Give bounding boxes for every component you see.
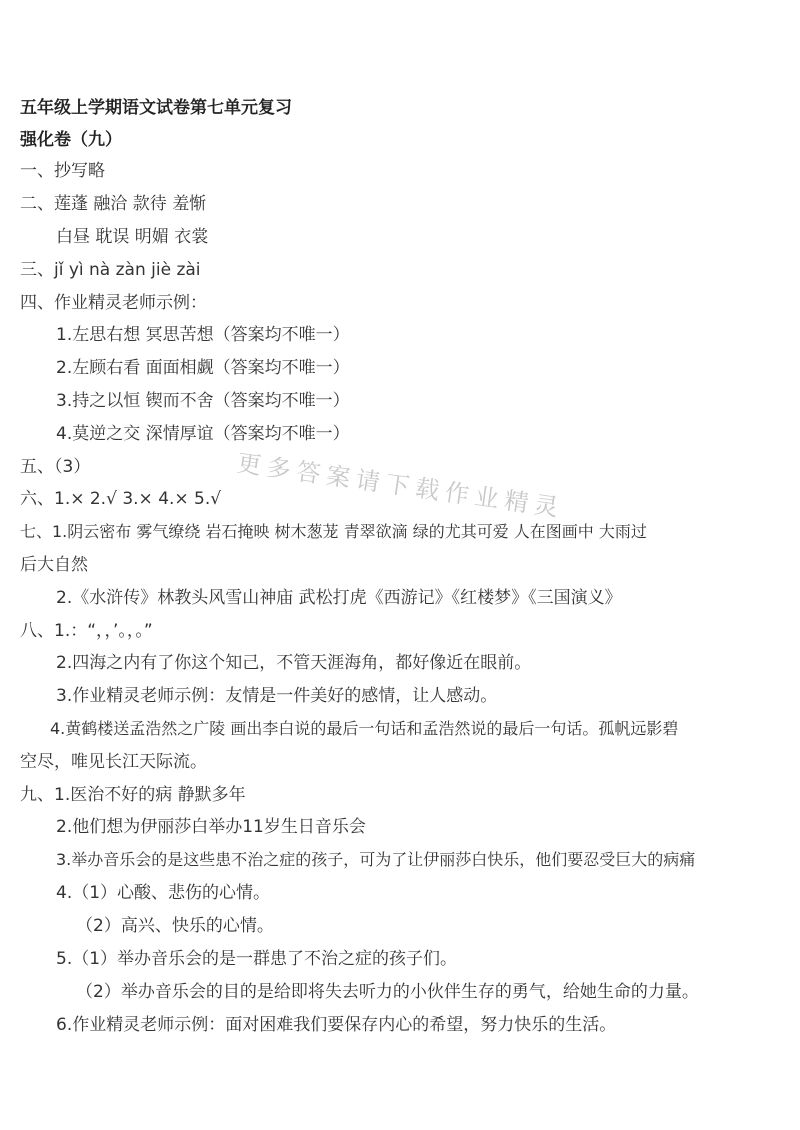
answer-line: 八、1.：“，，’。，。”: [20, 621, 153, 641]
answer-line: 3.持之以恒 锲而不舍（答案均不唯一）: [56, 391, 350, 411]
answer-line: 二、莲蓬 融洽 款待 羞惭: [20, 194, 207, 214]
answer-line: （2）举办音乐会的目的是给即将失去听力的小伙伴生存的勇气，给她生命的力量。: [76, 982, 699, 1002]
answer-line: 七、1.阴云密布 雾气缭绕 岩石掩映 树木葱茏 青翠欲滴 绿的尤其可爱 人在图画中 大雨过: [20, 522, 647, 541]
answer-line: 六、1.× 2.√ 3.× 4.× 5.√: [20, 489, 222, 509]
answer-line: 九、1.医治不好的病 静默多年: [20, 785, 246, 805]
answer-line: 一、抄写略: [20, 161, 105, 181]
answer-line: 三、jǐ yì nà zàn jiè zài: [20, 260, 201, 280]
answer-line: 2.他们想为伊丽莎白举办11岁生日音乐会: [56, 817, 366, 837]
answer-line: 4.黄鹤楼送孟浩然之广陵 画出李白说的最后一句话和孟浩然说的最后一句话。孤帆远影碧: [50, 719, 679, 738]
answer-line: 1.左思右想 冥思苦想（答案均不唯一）: [56, 325, 350, 345]
answer-line: （2）高兴、快乐的心情。: [76, 916, 274, 936]
document-subtitle: 强化卷（九）: [20, 130, 122, 150]
answer-line: 四、作业精灵老师示例：: [20, 293, 207, 313]
watermark-text: 更多答案请下载作业精灵: [235, 448, 566, 523]
answer-line: 3.作业精灵老师示例：友情是一件美好的感情，让人感动。: [56, 686, 498, 706]
answer-line: 4.（1）心酸、悲伤的心情。: [56, 883, 271, 903]
answer-line: 白昼 耽误 明媚 衣裳: [56, 227, 209, 247]
answer-line: 2.《水浒传》林教头风雪山神庙 武松打虎《西游记》《红楼梦》《三国演义》: [56, 588, 622, 608]
answer-line: 五、（3）: [20, 457, 91, 477]
answer-line: 2.左顾右看 面面相觑（答案均不唯一）: [56, 358, 350, 378]
answer-line: 后大自然: [20, 555, 88, 575]
answer-line: 3.举办音乐会的是这些患不治之症的孩子，可为了让伊丽莎白快乐，他们要忍受巨大的病痛: [56, 850, 696, 869]
answer-line: 5.（1）举办音乐会的是一群患了不治之症的孩子们。: [56, 949, 458, 969]
answer-line: 2.四海之内有了你这个知己，不管天涯海角，都好像近在眼前。: [56, 653, 532, 673]
answer-line: 6.作业精灵老师示例：面对困难我们要保存内心的希望，努力快乐的生活。: [56, 1015, 617, 1035]
answer-line: 4.莫逆之交 深情厚谊（答案均不唯一）: [56, 424, 350, 444]
answer-line: 空尽，唯见长江天际流。: [20, 752, 207, 772]
document-title: 五年级上学期语文试卷第七单元复习: [20, 98, 292, 118]
